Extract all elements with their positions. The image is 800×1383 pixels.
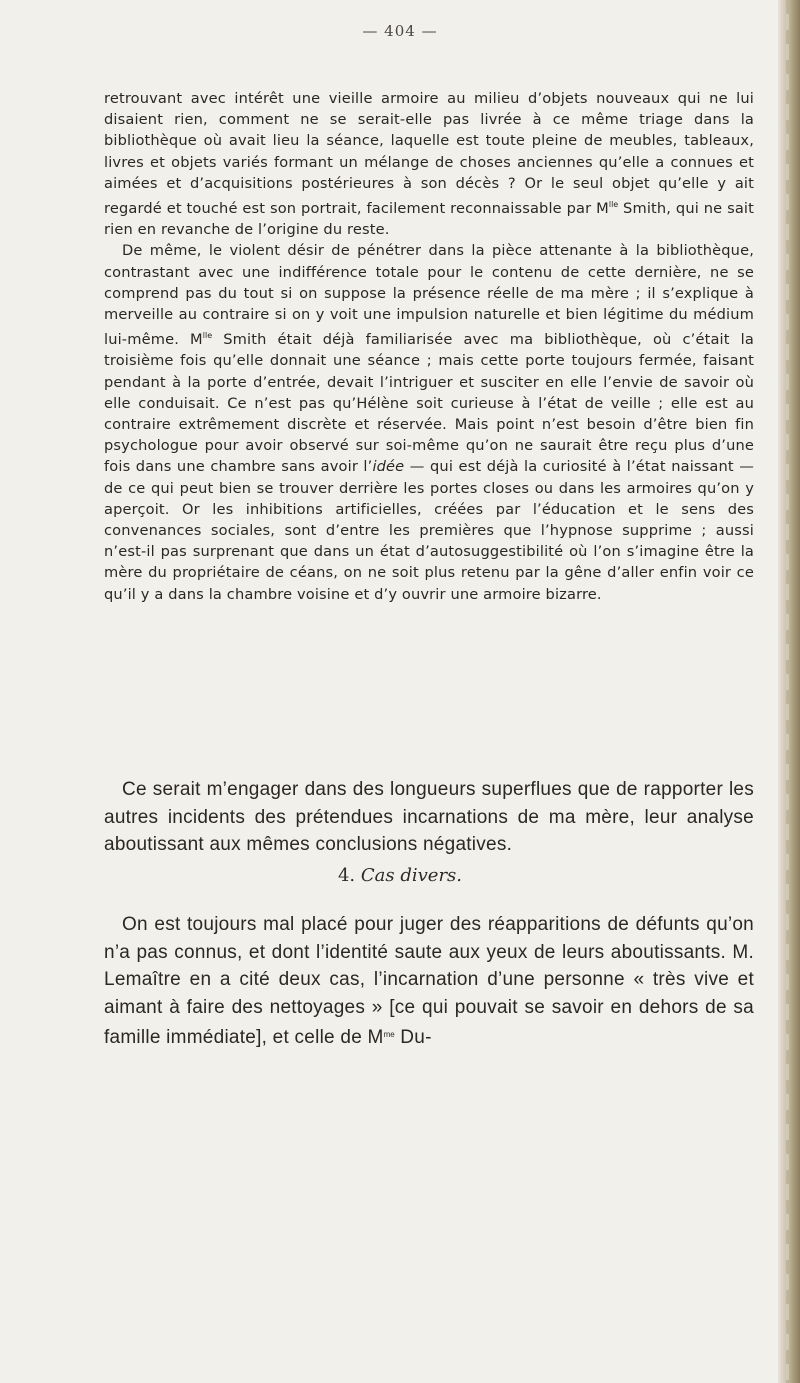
page-number: — 404 — — [362, 22, 438, 40]
page-edge-shadow — [778, 0, 800, 1383]
paragraph-4: On est toujours mal placé pour juger des réapparitions de défunts qu’on n’a pas connus, et dont l’identité saute aux yeux de leurs aboutissants. M. Lemaître en a cité deux cas, l’incarnation d’une personne « très vive et aimant à faire des nettoyages » [ce qui pouvait se savoir en dehors de sa famille immédiate], et celle de $M^{me}$ Du- — [104, 914, 754, 1048]
body-text-large-2 — [104, 911, 754, 1052]
section-number: 4. — [337, 865, 356, 886]
paragraph-1: retrouvant avec intérêt une vieille armoire au milieu d’objets nouveaux qui ne lui disaient rien, comment ne se serait-elle pas livrée à ce même triage dans la bibliothèque où avait lieu la séance, laquelle est toute pleine de meubles, tableaux, livres et objets variés formant un mélange de choses anciennes qu’elle a connues et aimées et d’acquisitions postérieures à son décès ? Or le seul objet qu’elle y ait regardé et touché est son portrait, facilement reconnaissable par $M^{lle}$ Smith, qui ne sait rien en revanche de l’origine du reste. — [104, 90, 755, 239]
superscript-abbrev: me — [383, 1030, 395, 1039]
superscript-abbrev: lle — [608, 200, 619, 210]
paragraph-2: De même, le violent désir de pénétrer dans la pièce attenante à la bibliothèque, contrastant avec une indifférence totale pour le contenu de cette dernière, ne se comprend pas du tout si on suppose la présence réelle de ma mère ; il s’explique à merveille au contraire si on y voit une impulsion naturelle et bien légitime du médium lui-même. $M^{lle}$ Smith était déjà familiarisée avec ma bibliothèque, où c’était la troisième fois qu’elle donnait une séance ; mais cette porte toujours fermée, faisant pendant à la porte d’entrée, devait l’intriguer et susciter en elle l’envie de savoir où elle conduisait. Ce n’est pas qu’Hélène soit curieuse à l’état de veille ; elle est au contraire extrêmement discrète et réservée. Mais point n’est besoin d’être bien fin psychologue pour avoir observé sur soi-même qu’on ne saurait être reçu plus d’une fois dans une chambre sans avoir l’idée — qui est déjà la curiosité à l’état naissant — de ce qui peut bien se trouver derrière les portes closes ou dans les armoires qu’on y aperçoit. Or les inhibitions artificielles, créées par l’éducation et le sens des convenances sociales, sont d’entre les premières que l’hypnose supprime ; aussi n’est-il pas surprenant que dans un état d’autosuggestibilité où l’on s’imagine être la mère du propriétaire de céans, on ne soit plus retenu par la gêne d’aller enfin voir ce qu’il y a dans la chambre voisine et d’y ouvrir une armoire bizarre. — [104, 242, 754, 603]
superscript-abbrev: lle — [202, 331, 213, 341]
paragraph-3: Ce serait m’engager dans des longueurs superflues que de rapporter les autres incidents des prétendues incarnations de ma mère, leur analyse aboutissant aux mêmes conclusions négatives. — [104, 779, 754, 855]
body-text-small — [104, 88, 754, 605]
italic-word: idée — [372, 458, 405, 476]
section-title: Cas divers. — [360, 865, 463, 886]
body-text-large-1 — [104, 776, 754, 859]
section-heading — [0, 865, 800, 886]
